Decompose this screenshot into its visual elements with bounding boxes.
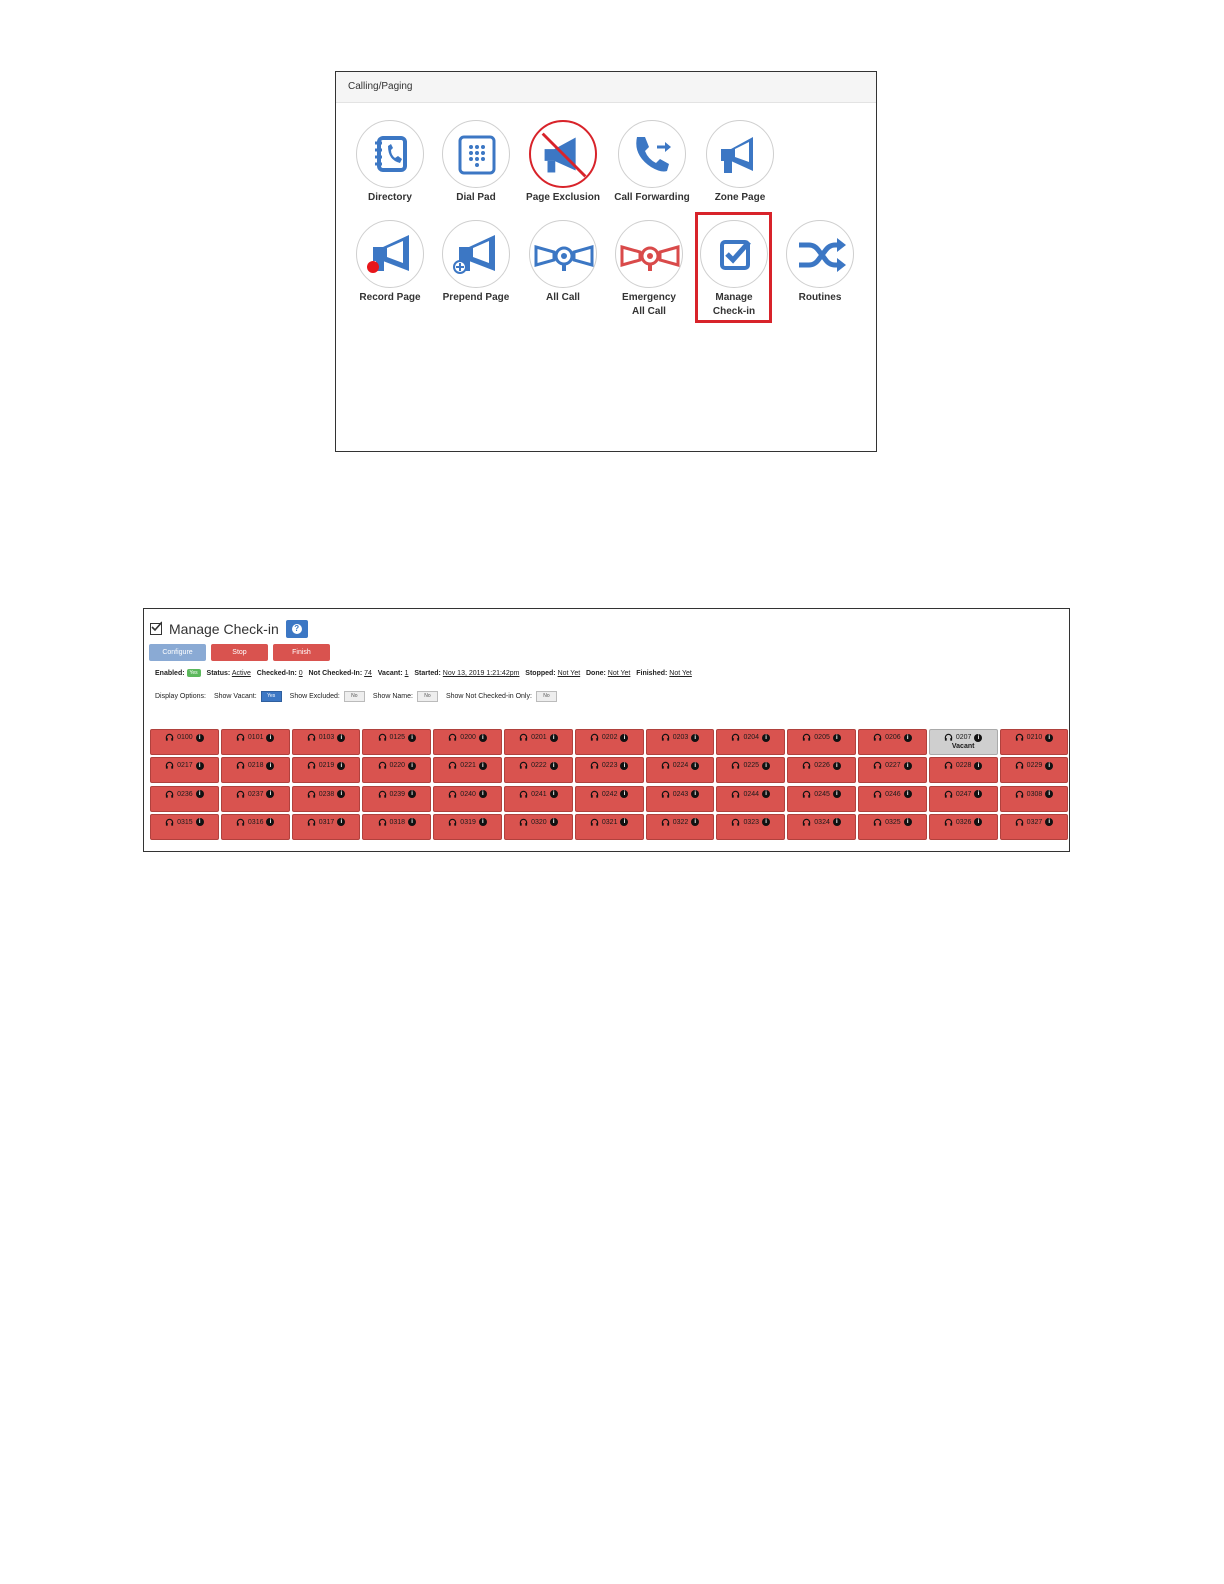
info-icon[interactable]: i bbox=[833, 734, 841, 742]
room-number: 0101 bbox=[247, 734, 264, 741]
headset-icon bbox=[802, 818, 811, 827]
room-number: 0200 bbox=[460, 734, 476, 741]
headset-icon bbox=[661, 733, 670, 742]
room-number: 0207 bbox=[955, 734, 972, 741]
info-icon[interactable]: i bbox=[479, 790, 487, 798]
headset-icon bbox=[731, 790, 740, 799]
room-number: 0240 bbox=[460, 790, 476, 798]
room-number: 0202 bbox=[601, 734, 618, 741]
room-number: 0325 bbox=[885, 818, 901, 826]
all-call-icon bbox=[530, 221, 598, 289]
info-icon[interactable]: i bbox=[1045, 734, 1053, 742]
emergency-all-call-icon bbox=[616, 221, 684, 289]
room-button[interactable] bbox=[929, 786, 998, 812]
tile-dial-pad[interactable] bbox=[433, 120, 519, 205]
headset-icon bbox=[873, 818, 882, 827]
info-icon[interactable]: i bbox=[762, 762, 770, 770]
enabled-badge: Yes bbox=[187, 669, 201, 677]
checkbox-icon bbox=[150, 623, 162, 635]
headset-icon bbox=[944, 790, 953, 799]
display-options bbox=[155, 691, 565, 702]
stop-button[interactable]: Stop bbox=[211, 644, 268, 661]
help-button[interactable] bbox=[286, 620, 308, 638]
headset-icon bbox=[590, 761, 599, 770]
vacant-label: Vacant: bbox=[377, 669, 403, 677]
room-button[interactable] bbox=[221, 786, 290, 812]
info-icon[interactable]: i bbox=[196, 790, 204, 798]
info-icon[interactable]: i bbox=[408, 790, 416, 798]
tile-prepend-page[interactable] bbox=[433, 220, 519, 305]
room-number: 0247 bbox=[955, 790, 972, 798]
room-button[interactable] bbox=[433, 786, 502, 812]
room-button[interactable] bbox=[221, 729, 290, 755]
room-number: 0315 bbox=[177, 818, 193, 826]
page-title: Manage Check-in bbox=[169, 621, 279, 637]
room-button[interactable] bbox=[787, 814, 856, 840]
headset-icon bbox=[236, 818, 245, 827]
info-icon[interactable]: i bbox=[266, 818, 274, 826]
room-button[interactable] bbox=[150, 786, 219, 812]
info-icon[interactable]: i bbox=[337, 818, 345, 826]
room-number: 0228 bbox=[955, 762, 972, 770]
room-button[interactable] bbox=[1000, 757, 1069, 783]
info-icon[interactable]: i bbox=[550, 818, 558, 826]
done-label: Done: bbox=[586, 669, 606, 677]
room-button[interactable] bbox=[716, 757, 785, 783]
room-button[interactable] bbox=[929, 729, 998, 755]
tile-label: Emergency All Call bbox=[622, 292, 676, 317]
headset-icon bbox=[448, 818, 457, 827]
room-number: 0327 bbox=[1026, 818, 1043, 826]
room-button[interactable] bbox=[433, 757, 502, 783]
room-number: 0219 bbox=[318, 762, 335, 770]
calling-paging-header: Calling/Paging bbox=[336, 72, 876, 103]
info-icon[interactable]: i bbox=[196, 818, 204, 826]
room-button[interactable] bbox=[362, 757, 431, 783]
room-button[interactable] bbox=[575, 814, 644, 840]
tile-directory[interactable] bbox=[347, 120, 433, 205]
headset-icon bbox=[590, 790, 599, 799]
headset-icon bbox=[873, 790, 882, 799]
done-value[interactable]: Not Yet bbox=[607, 669, 631, 677]
prepend-page-icon bbox=[443, 221, 511, 289]
room-number: 0224 bbox=[672, 762, 689, 770]
calling-paging-panel bbox=[335, 71, 877, 452]
show-not-checked-in-label: Show Not Checked-in Only: bbox=[445, 693, 532, 700]
info-icon[interactable]: i bbox=[974, 734, 982, 742]
room-button[interactable] bbox=[575, 729, 644, 755]
tile-call-forwarding[interactable] bbox=[609, 120, 695, 205]
info-icon[interactable]: i bbox=[266, 734, 274, 742]
enabled-label: Enabled: bbox=[155, 669, 185, 677]
room-number: 0317 bbox=[318, 818, 335, 826]
room-button[interactable] bbox=[150, 814, 219, 840]
room-button[interactable] bbox=[575, 786, 644, 812]
room-number: 0226 bbox=[814, 762, 830, 770]
headset-icon bbox=[802, 790, 811, 799]
info-icon[interactable]: i bbox=[620, 818, 628, 826]
headset-icon bbox=[165, 761, 174, 770]
tile-label: Manage Check-in bbox=[712, 292, 756, 317]
tile-page-exclusion[interactable] bbox=[520, 120, 606, 205]
question-icon: ? bbox=[292, 624, 302, 634]
headset-icon bbox=[165, 790, 174, 799]
info-icon[interactable]: i bbox=[833, 818, 841, 826]
headset-icon bbox=[378, 818, 387, 827]
room-button[interactable] bbox=[646, 729, 715, 755]
headset-icon bbox=[802, 761, 811, 770]
show-excluded-toggle[interactable]: No bbox=[344, 691, 365, 702]
tile-all-call[interactable] bbox=[520, 220, 606, 305]
room-number: 0221 bbox=[460, 762, 476, 770]
info-icon[interactable]: i bbox=[620, 734, 628, 742]
room-number: 0308 bbox=[1026, 790, 1043, 798]
info-icon[interactable]: i bbox=[479, 762, 487, 770]
room-button[interactable] bbox=[504, 757, 573, 783]
room-button[interactable] bbox=[1000, 814, 1069, 840]
info-icon[interactable]: i bbox=[550, 734, 558, 742]
headset-icon bbox=[661, 818, 670, 827]
show-vacant-label: Show Vacant: bbox=[213, 693, 257, 700]
room-number: 0326 bbox=[955, 818, 972, 826]
room-button[interactable] bbox=[433, 729, 502, 755]
room-number: 0241 bbox=[531, 790, 547, 798]
headset-icon bbox=[519, 818, 528, 827]
room-button[interactable] bbox=[1000, 729, 1069, 755]
headset-icon bbox=[378, 790, 387, 799]
headset-icon bbox=[165, 733, 174, 742]
show-name-label: Show Name: bbox=[372, 693, 413, 700]
room-grid bbox=[150, 729, 1068, 840]
room-number: 0321 bbox=[601, 818, 618, 826]
headset-icon bbox=[944, 761, 953, 770]
room-number: 0220 bbox=[389, 762, 406, 770]
show-not-checked-in-toggle[interactable]: No bbox=[536, 691, 557, 702]
headset-icon bbox=[731, 733, 740, 742]
room-button[interactable] bbox=[858, 814, 927, 840]
headset-icon bbox=[944, 818, 953, 827]
info-icon[interactable]: i bbox=[550, 762, 558, 770]
headset-icon bbox=[307, 818, 316, 827]
room-button[interactable] bbox=[716, 814, 785, 840]
info-icon[interactable]: i bbox=[620, 762, 628, 770]
info-icon[interactable]: i bbox=[974, 818, 982, 826]
stopped-label: Stopped: bbox=[525, 669, 556, 677]
info-icon[interactable]: i bbox=[904, 790, 912, 798]
room-number: 0125 bbox=[389, 734, 406, 741]
info-icon[interactable]: i bbox=[620, 790, 628, 798]
show-excluded-label: Show Excluded: bbox=[289, 693, 340, 700]
headset-icon bbox=[236, 790, 245, 799]
room-number: 0227 bbox=[885, 762, 901, 770]
room-number: 0322 bbox=[672, 818, 689, 826]
tile-label: All Call bbox=[546, 292, 580, 303]
info-icon[interactable]: i bbox=[337, 734, 345, 742]
headset-icon bbox=[1015, 733, 1024, 742]
vacant-value[interactable]: 1 bbox=[404, 669, 409, 677]
room-number: 0318 bbox=[389, 818, 406, 826]
headset-icon bbox=[944, 733, 953, 742]
display-options-label: Display Options: bbox=[155, 693, 206, 700]
room-button[interactable] bbox=[716, 786, 785, 812]
headset-icon bbox=[236, 733, 245, 742]
room-number: 0244 bbox=[743, 790, 760, 798]
info-icon[interactable]: i bbox=[408, 734, 416, 742]
info-icon[interactable]: i bbox=[408, 818, 416, 826]
room-number: 0210 bbox=[1026, 734, 1043, 741]
started-value[interactable]: Nov 13, 2019 1:21:42pm bbox=[442, 669, 520, 677]
room-button[interactable] bbox=[929, 757, 998, 783]
room-button[interactable] bbox=[646, 786, 715, 812]
info-icon[interactable]: i bbox=[550, 790, 558, 798]
info-icon[interactable]: i bbox=[691, 790, 699, 798]
info-icon[interactable]: i bbox=[479, 818, 487, 826]
headset-icon bbox=[873, 733, 882, 742]
room-number: 0223 bbox=[601, 762, 618, 770]
status-value[interactable]: Active bbox=[231, 669, 251, 677]
room-number: 0316 bbox=[247, 818, 264, 826]
tile-label: Routines bbox=[798, 292, 842, 303]
info-icon[interactable]: i bbox=[974, 762, 982, 770]
room-number: 0217 bbox=[177, 762, 193, 770]
show-vacant-toggle[interactable]: Yes bbox=[261, 691, 282, 702]
room-number: 0222 bbox=[531, 762, 547, 770]
headset-icon bbox=[448, 790, 457, 799]
call-forwarding-icon bbox=[619, 121, 687, 189]
room-button[interactable] bbox=[292, 757, 361, 783]
tile-routines[interactable] bbox=[777, 220, 863, 305]
headset-icon bbox=[1015, 790, 1024, 799]
room-number: 0239 bbox=[389, 790, 406, 798]
manage-checkin-highlight bbox=[695, 212, 772, 323]
directory-icon bbox=[357, 121, 425, 189]
room-button[interactable] bbox=[504, 814, 573, 840]
info-icon[interactable]: i bbox=[762, 790, 770, 798]
info-icon[interactable]: i bbox=[266, 762, 274, 770]
room-button[interactable] bbox=[787, 786, 856, 812]
room-number: 0323 bbox=[743, 818, 760, 826]
status-label: Status: bbox=[206, 669, 231, 677]
room-button[interactable] bbox=[858, 757, 927, 783]
finished-value[interactable]: Not Yet bbox=[669, 669, 692, 677]
headset-icon bbox=[378, 761, 387, 770]
room-number: 0103 bbox=[318, 734, 335, 741]
info-icon[interactable]: i bbox=[1045, 762, 1053, 770]
room-number: 0203 bbox=[672, 734, 689, 741]
room-number: 0204 bbox=[743, 734, 760, 741]
room-button[interactable] bbox=[575, 757, 644, 783]
room-number: 0100 bbox=[177, 734, 193, 741]
not-checked-in-label: Not Checked-In: bbox=[308, 669, 363, 677]
room-button[interactable] bbox=[504, 786, 573, 812]
tile-label: Page Exclusion bbox=[526, 192, 600, 203]
finished-label: Finished: bbox=[636, 669, 668, 677]
tile-zone-page[interactable] bbox=[697, 120, 783, 205]
headset-icon bbox=[519, 790, 528, 799]
room-number: 0238 bbox=[318, 790, 335, 798]
headset-icon bbox=[519, 761, 528, 770]
room-button[interactable] bbox=[362, 729, 431, 755]
info-icon[interactable]: i bbox=[974, 790, 982, 798]
room-button[interactable] bbox=[150, 757, 219, 783]
room-button[interactable] bbox=[646, 814, 715, 840]
routines-icon bbox=[787, 221, 855, 289]
dial-pad-icon bbox=[443, 121, 511, 189]
tile-label: Prepend Page bbox=[442, 292, 510, 303]
info-icon[interactable]: i bbox=[196, 734, 204, 742]
headset-icon bbox=[873, 761, 882, 770]
room-number: 0324 bbox=[814, 818, 830, 826]
page-exclusion-icon bbox=[531, 122, 597, 188]
room-button[interactable] bbox=[1000, 786, 1069, 812]
info-icon[interactable]: i bbox=[479, 734, 487, 742]
headset-icon bbox=[802, 733, 811, 742]
headset-icon bbox=[307, 733, 316, 742]
tile-label: Dial Pad bbox=[456, 192, 496, 203]
started-label: Started: bbox=[414, 669, 441, 677]
room-number: 0319 bbox=[460, 818, 476, 826]
info-icon[interactable]: i bbox=[691, 762, 699, 770]
room-button[interactable] bbox=[716, 729, 785, 755]
info-icon[interactable]: i bbox=[408, 762, 416, 770]
tile-label: Directory bbox=[368, 192, 412, 203]
room-number: 0320 bbox=[531, 818, 547, 826]
headset-icon bbox=[307, 790, 316, 799]
info-icon[interactable]: i bbox=[762, 818, 770, 826]
room-number: 0229 bbox=[1026, 762, 1043, 770]
headset-icon bbox=[307, 761, 316, 770]
tile-record-page[interactable] bbox=[347, 220, 433, 305]
room-button[interactable] bbox=[292, 814, 361, 840]
room-button[interactable] bbox=[362, 814, 431, 840]
headset-icon bbox=[1015, 818, 1024, 827]
info-icon[interactable]: i bbox=[762, 734, 770, 742]
room-number: 0246 bbox=[885, 790, 901, 798]
room-number: 0218 bbox=[247, 762, 264, 770]
record-page-icon bbox=[357, 221, 425, 289]
show-name-toggle[interactable]: No bbox=[417, 691, 438, 702]
room-button[interactable] bbox=[858, 786, 927, 812]
info-icon[interactable]: i bbox=[904, 818, 912, 826]
room-button[interactable] bbox=[221, 757, 290, 783]
info-icon[interactable]: i bbox=[1045, 790, 1053, 798]
room-button[interactable] bbox=[433, 814, 502, 840]
room-number: 0243 bbox=[672, 790, 689, 798]
headset-icon bbox=[1015, 761, 1024, 770]
info-icon[interactable]: i bbox=[691, 734, 699, 742]
headset-icon bbox=[519, 733, 528, 742]
checked-in-label: Checked-In: bbox=[256, 669, 297, 677]
tile-emergency-all-call[interactable] bbox=[606, 220, 692, 319]
info-icon[interactable]: i bbox=[337, 790, 345, 798]
room-button[interactable] bbox=[292, 729, 361, 755]
info-icon[interactable]: i bbox=[904, 734, 912, 742]
tile-label: Record Page bbox=[359, 292, 421, 303]
headset-icon bbox=[378, 733, 387, 742]
info-icon[interactable]: i bbox=[1045, 818, 1053, 826]
checked-in-value[interactable]: 0 bbox=[298, 669, 303, 677]
headset-icon bbox=[661, 790, 670, 799]
manage-checkin-panel bbox=[143, 608, 1070, 852]
room-number: 0242 bbox=[601, 790, 618, 798]
room-button[interactable] bbox=[787, 729, 856, 755]
finish-button[interactable]: Finish bbox=[273, 644, 330, 661]
room-button[interactable] bbox=[787, 757, 856, 783]
headset-icon bbox=[448, 761, 457, 770]
stopped-value[interactable]: Not Yet bbox=[557, 669, 581, 677]
not-checked-in-value[interactable]: 74 bbox=[364, 669, 372, 677]
headset-icon bbox=[590, 733, 599, 742]
room-number: 0205 bbox=[814, 734, 830, 741]
room-button[interactable] bbox=[858, 729, 927, 755]
headset-icon bbox=[236, 761, 245, 770]
info-icon[interactable]: i bbox=[266, 790, 274, 798]
info-icon[interactable]: i bbox=[833, 762, 841, 770]
room-button[interactable] bbox=[292, 786, 361, 812]
tile-label: Zone Page bbox=[714, 192, 766, 203]
room-number: 0236 bbox=[177, 790, 193, 798]
headset-icon bbox=[448, 733, 457, 742]
tile-label: Call Forwarding bbox=[614, 192, 690, 203]
room-number: 0225 bbox=[743, 762, 760, 770]
room-button[interactable] bbox=[362, 786, 431, 812]
room-status: Vacant bbox=[951, 743, 975, 750]
headset-icon bbox=[165, 818, 174, 827]
headset-icon bbox=[731, 818, 740, 827]
room-button[interactable] bbox=[221, 814, 290, 840]
room-button[interactable] bbox=[504, 729, 573, 755]
headset-icon bbox=[731, 761, 740, 770]
info-icon[interactable]: i bbox=[337, 762, 345, 770]
zone-page-icon bbox=[707, 121, 775, 189]
room-button[interactable] bbox=[929, 814, 998, 840]
info-icon[interactable]: i bbox=[691, 818, 699, 826]
room-button[interactable] bbox=[150, 729, 219, 755]
info-icon[interactable]: i bbox=[904, 762, 912, 770]
status-line bbox=[155, 669, 692, 677]
room-button[interactable] bbox=[646, 757, 715, 783]
info-icon[interactable]: i bbox=[196, 762, 204, 770]
headset-icon bbox=[590, 818, 599, 827]
room-number: 0201 bbox=[531, 734, 547, 741]
room-number: 0237 bbox=[247, 790, 264, 798]
info-icon[interactable]: i bbox=[833, 790, 841, 798]
room-number: 0206 bbox=[885, 734, 901, 741]
room-number: 0245 bbox=[814, 790, 830, 798]
headset-icon bbox=[661, 761, 670, 770]
configure-button[interactable]: Configure bbox=[149, 644, 206, 661]
